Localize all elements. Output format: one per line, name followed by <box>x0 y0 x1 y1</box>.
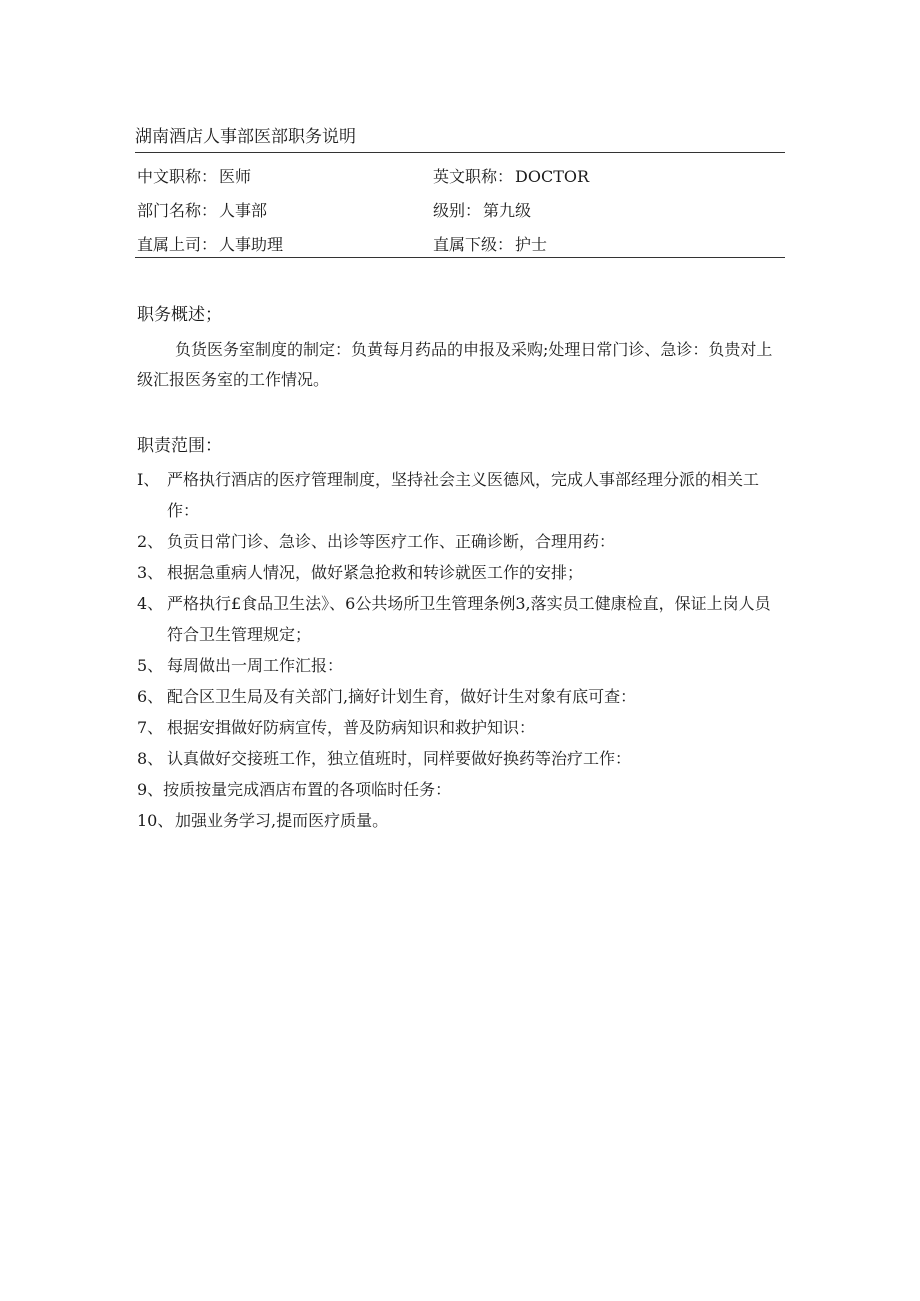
list-item-text: 严格执行£食品卫生法》、6公共场所卫生管理条例3,落实员工健康检直，保证上岗人员符合卫生管理规定； <box>167 594 771 644</box>
chinese-title-label: 中文职称： <box>137 167 218 186</box>
list-item <box>137 526 783 557</box>
supervisor-value: 人事助理 <box>219 235 284 254</box>
department-label: 部门名称： <box>137 201 218 220</box>
list-item-number: 5、 <box>137 656 164 675</box>
list-item <box>137 712 783 743</box>
list-item <box>137 681 783 712</box>
scope-heading: 职责范围： <box>137 436 222 456</box>
department-field <box>137 194 267 228</box>
list-item-number: 3、 <box>137 563 164 582</box>
list-item-text: 9、按质按量完成酒店布置的各项临时任务： <box>137 780 452 799</box>
english-title-label: 英文职称： <box>433 167 514 186</box>
chinese-title-value: 医师 <box>219 167 252 186</box>
english-title-value: DOCTOR <box>515 167 590 186</box>
supervisor-label: 直属上司： <box>137 235 218 254</box>
list-item-text: 严格执行酒店的医疗管理制度，坚持社会主义医德风，完成人事部经理分派的相关工作： <box>167 470 760 520</box>
subordinate-value: 护士 <box>515 235 548 254</box>
document-title: 湖南酒店人事部医部职务说明 <box>135 127 356 147</box>
overview-heading: 职务概述； <box>137 305 222 325</box>
list-item-number: 6、 <box>137 687 164 706</box>
subordinate-field <box>433 228 547 262</box>
list-item-number: 8、 <box>137 749 164 768</box>
list-item <box>137 774 783 805</box>
list-item-number: 10、 <box>137 811 174 830</box>
english-title-field <box>433 160 589 194</box>
list-item-text: 加强业务学习,提而医疗质量。 <box>175 811 389 830</box>
chinese-title-field <box>137 160 251 194</box>
list-item-text: 负贡日常门诊、急诊、出诊等医疗工作、正确诊断，合理用药： <box>167 532 616 551</box>
list-item-number: I、 <box>137 470 160 489</box>
subordinate-label: 直属下级： <box>433 235 514 254</box>
list-item-text: 根据急重病人情况，做好紧急抢救和转诊就医工作的安排； <box>167 563 584 582</box>
list-item <box>137 805 783 836</box>
job-info-table <box>135 152 785 258</box>
list-item-text: 认真做好交接班工作，独立值班时，同样要做好换药等治疗工作： <box>167 749 632 768</box>
grade-field <box>433 194 531 228</box>
list-item-text: 根据安揖做好防病宣传，普及防病知识和救护知识： <box>167 718 536 737</box>
list-item <box>137 557 783 588</box>
supervisor-field <box>137 228 283 262</box>
grade-value: 第九级 <box>483 201 532 220</box>
info-row-title <box>135 160 785 194</box>
list-item <box>137 743 783 774</box>
overview-text: 负货医务室制度的制定：负黄每月药品的申报及采购;处理日常门诊、急诊：负贵对上级汇报医务室的工作情况。 <box>137 340 773 389</box>
grade-label: 级别： <box>433 201 482 220</box>
info-row-reporting <box>135 228 785 262</box>
list-item-text: 配合区卫生局及有关部门,摘好计划生育，做好计生对象有底可查： <box>167 687 637 706</box>
duties-list <box>137 464 783 836</box>
info-row-department <box>135 194 785 228</box>
list-item <box>137 588 783 650</box>
department-value: 人事部 <box>219 201 268 220</box>
list-item-text: 每周做出一周工作汇报： <box>167 656 344 675</box>
list-item-number: 2、 <box>137 532 164 551</box>
list-item <box>137 464 783 526</box>
list-item-number: 7、 <box>137 718 164 737</box>
list-item-number: 4、 <box>137 594 164 613</box>
list-item <box>137 650 783 681</box>
